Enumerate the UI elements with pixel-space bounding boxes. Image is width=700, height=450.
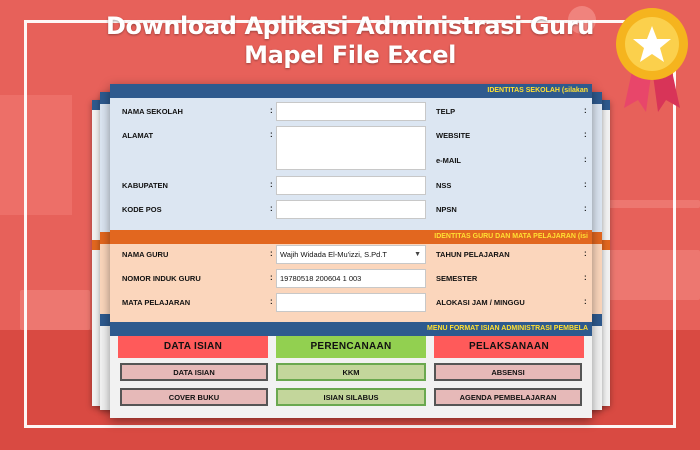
label-npsn: NPSN xyxy=(436,205,457,214)
kode-pos-field[interactable] xyxy=(276,200,426,219)
teacher-identity-header: IDENTITAS GURU DAN MATA PELAJARAN (isi xyxy=(110,230,592,244)
kabupaten-field[interactable] xyxy=(276,176,426,195)
colon: : xyxy=(270,297,273,306)
isian-silabus-button[interactable]: ISIAN SILABUS xyxy=(276,388,426,406)
label-website: WEBSITE xyxy=(436,131,471,140)
menu-header: MENU FORMAT ISIAN ADMINISTRASI PEMBELA xyxy=(110,322,592,336)
menu-area xyxy=(110,336,592,418)
colon: : xyxy=(584,297,587,306)
label-mata-pelajaran: MATA PELAJARAN xyxy=(122,298,191,307)
label-nss: NSS xyxy=(436,181,452,190)
data-isian-heading-button[interactable]: DATA ISIAN xyxy=(118,336,268,358)
cover-buku-button[interactable]: COVER BUKU xyxy=(120,388,268,406)
label-kode-pos: KODE POS xyxy=(122,205,162,214)
nama-guru-value: Wajih Widada El-Mu'izzi, S.Pd.T xyxy=(280,250,388,259)
nama-guru-dropdown[interactable] xyxy=(276,245,426,264)
headline xyxy=(100,12,600,70)
label-tahun-pelajaran: TAHUN PELAJARAN xyxy=(436,250,510,259)
absensi-button[interactable]: ABSENSI xyxy=(434,363,582,381)
chevron-down-icon[interactable]: ▼ xyxy=(414,251,421,258)
star-ribbon-icon xyxy=(612,4,692,114)
label-kabupaten: KABUPATEN xyxy=(122,181,168,190)
colon: : xyxy=(270,204,273,213)
colon: : xyxy=(270,106,273,115)
perencanaan-heading-button[interactable]: PERENCANAAN xyxy=(276,336,426,358)
mata-pelajaran-field[interactable] xyxy=(276,293,426,312)
colon: : xyxy=(584,155,587,164)
label-nama-guru: NAMA GURU xyxy=(122,250,169,259)
headline-line-2: Mapel File Excel xyxy=(244,41,456,69)
label-email: e-MAIL xyxy=(436,156,461,165)
colon: : xyxy=(584,130,587,139)
label-alamat: ALAMAT xyxy=(122,131,154,140)
label-telp: TELP xyxy=(436,107,456,116)
colon: : xyxy=(584,249,587,258)
colon: : xyxy=(584,106,587,115)
colon: : xyxy=(584,180,587,189)
colon: : xyxy=(270,180,273,189)
colon: : xyxy=(270,130,273,139)
label-semester: SEMESTER xyxy=(436,274,478,283)
headline-line-1: Download Aplikasi Administrasi Guru xyxy=(105,12,594,40)
school-identity-header: IDENTITAS SEKOLAH (silakan xyxy=(110,84,592,98)
nomor-induk-guru-field[interactable]: 19780518 200604 1 003 xyxy=(276,269,426,288)
colon: : xyxy=(270,273,273,282)
colon: : xyxy=(270,249,273,258)
colon: : xyxy=(584,273,587,282)
agenda-pembelajaran-button[interactable]: AGENDA PEMBELAJARAN xyxy=(434,388,582,406)
colon: : xyxy=(584,204,587,213)
teacher-identity-section xyxy=(110,244,592,322)
data-isian-button[interactable]: DATA ISIAN xyxy=(120,363,268,381)
kkm-button[interactable]: KKM xyxy=(276,363,426,381)
school-identity-section xyxy=(110,98,592,230)
pelaksanaan-heading-button[interactable]: PELAKSANAAN xyxy=(434,336,584,358)
nama-sekolah-field[interactable] xyxy=(276,102,426,121)
label-nama-sekolah: NAMA SEKOLAH xyxy=(122,107,183,116)
spreadsheet-form xyxy=(110,84,592,418)
label-alokasi-jam: ALOKASI JAM / MINGGU xyxy=(436,298,525,307)
label-nomor-induk-guru: NOMOR INDUK GURU xyxy=(122,274,201,283)
alamat-field[interactable] xyxy=(276,126,426,170)
